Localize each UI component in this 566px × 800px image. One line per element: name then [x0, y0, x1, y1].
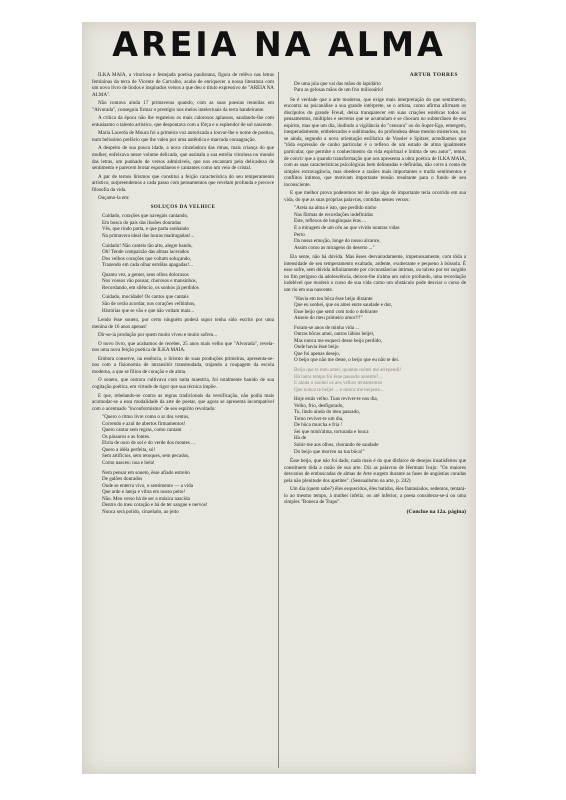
verse-line: Onde se enterra vivo, o sentimento — a vida — [102, 482, 193, 489]
verse-line: Dentro do meu coração e há de ter sangue e nervos! — [102, 502, 208, 509]
verse-line: É a miragem de um céu ao que vivido noutras vidas — [294, 225, 400, 232]
verse-line: De bôca murcha e fria ! — [294, 422, 343, 429]
verse-line: Nas fôrmas de recordações indefinidas — [294, 211, 373, 218]
verse-line: Para as gelosas mãos de um frio milionário! — [294, 87, 384, 94]
paragraph: A crítica da época não lhe regateiou os mais calorosos aplausos, saudando-lhe com entusiasmo o talento artístico, que despontava com a fôrça e o esplendor de sol nascente. — [92, 115, 274, 128]
verse-line: "Quero o ritmo livre como o ar dos ventos, — [102, 414, 190, 421]
verse-line: "Areia na alma é isto, que perdido ninho — [294, 205, 377, 212]
article-title: AREIA NA ALMA — [112, 25, 446, 65]
paragraph: Um dia (quem sabe?) êles esquecidos, êles batidos, êles fantasiados, sedentos, tentará-lo ao mesmo tempo, à mulher infeliz, ou até inferior, a poeta considerar-se-á ou uma simples "Boneca de Trapo". — [284, 486, 466, 506]
verse-line: De uma jóia que vai das mãos do lapidário — [294, 80, 381, 87]
right-paragraphs-2 — [284, 254, 466, 293]
verse-line: Foram-se anos de minha vida ... — [294, 324, 360, 331]
verse-line: Quanto vez, a gemer, seus olhos dolorosos — [102, 271, 189, 278]
stanza — [102, 294, 274, 314]
stanza — [102, 243, 274, 269]
paragraph: Maria Lacerda de Moura foi a primeira voz autorizada a louvar-lhe o nome de poetisa, num belíssimo prefácio que lhe valeu por uma autêntica e marcada consagração. — [92, 130, 274, 143]
verse-line: Histórias que se vão e que não voltam mais... — [102, 307, 195, 314]
paragraph: Não contava ainda 17 primaveras quando, com as suas poesias reunidas em "Alvorada", conseguiu firmar o prestígio nos meios intelectuais da terra bandeirante. — [92, 100, 274, 113]
verse-line: Outras bôcas amei, outros lábios beijei, — [294, 331, 375, 338]
verse-line: Perto — [294, 231, 305, 238]
stanza — [102, 470, 274, 516]
paragraph: Embora conserve, na essência, o lirismo de suas produções primeiras, apresenta-se-nos com a fisionomia de intransitór transmudada, trajando a roupagem da escola moderna, a que se filiou de coração e de alma. — [92, 355, 274, 375]
verse-line: Ébria de ouro de sol e do verde dos montes ... — [102, 440, 195, 447]
verse-line: Que nunca te beijei ... e nunca me beijaste... — [294, 386, 384, 393]
verse-line: Cuidado, corações que navegais cantando, — [102, 213, 189, 220]
verse-line: Onde havia êsse beijo — [294, 344, 339, 351]
verse-line: Que eu sonhei, que eu amei entre saudade e dor, — [294, 302, 393, 309]
verse-line: Quero a idéia perfeita, só! — [102, 446, 156, 453]
verse-line: Êste, reflexos de longínquas êras ... — [294, 218, 366, 225]
verse-line: Subir-me aos olhos, chorando de saudade — [294, 441, 379, 448]
poem-beijo-distante — [294, 296, 466, 322]
right-paragraphs — [284, 97, 466, 204]
verse-line: Oh! Tende compaixão das almas lacerados — [102, 249, 189, 256]
stanza — [102, 272, 274, 292]
poem-title: SOLUÇOS DA VELHICE — [150, 203, 216, 210]
verse-line: Beijo que te meu amei, quantas noites me arrependi! — [294, 366, 402, 373]
poem-anos-de-vida — [294, 325, 466, 364]
verse-line: Nem pensar em soneto, êsse afiado estreito — [102, 469, 190, 476]
paragraph: Dir-se-ia produção por quem muito viveu e muito sofreu... — [98, 332, 218, 339]
verse-line: Recordando, em silêncio, os sonhos já perdidos — [102, 284, 199, 291]
verse-line: Hoje estás velho. Tuas reviver-te nos dia, — [294, 396, 378, 403]
verse-line: Nunca será polido, cinzelado, ao jeito — [102, 508, 179, 515]
verse-line: Nos vossos vão pousar, chorosos e mansinhos, — [102, 278, 197, 285]
paragraph: E que melhor prova poderemos ter de que algo de importante teria ocorrido em sua vida, do que as suas próprias palavras, contidas nestes versos: — [284, 190, 466, 203]
column-divider — [278, 72, 279, 768]
verse-line: Há tanto tempo foi êsse passado ausente?... — [294, 373, 383, 380]
verse-line: Que foi apenas desejo, — [294, 350, 341, 357]
verse-continuation — [294, 81, 466, 94]
paragraph: ILKA MAIA, a vitoriosa e festejada poetisa paulistana, figura de relêvo nas letras femininas da terra de Vicente de Carvalho, acaba de enriquecer a nossa literatura com um novo livro de lindos e inspirados versos a que deu o título expressivo de "AREIA NA ALMA". — [92, 72, 274, 98]
verse-line: Não. Meu verso há de ser a música nascida — [102, 495, 190, 502]
continuation-note: (Conclue na 12a. página) — [406, 508, 466, 515]
newspaper-page — [82, 22, 476, 774]
verse-line: Sei que minh'alma, torturada e louca — [294, 428, 369, 435]
paragraph: O soneto, que outrora cultivava com tanta maestria, foi totalmente banido de sua cogitação poética, em virtude de rigor que sua técnica impõe. — [92, 377, 274, 390]
paragraph: A despeito de sua pouca idade, a nova cinzeladora das rimas, mais criança do que mulher, enfeixava nesse volume delicado, que assinala a sua estréia vitoriosa no mundo das letras, um punhado de versos admiráveis, que nos encantam pela delicadeza de sentimento e parecem brotar espontâneos e cantantes como um veio de cristal. — [92, 145, 274, 172]
verse-line: São de cerão acordar, nos corações velhinhos, — [102, 300, 196, 307]
verse-line: Do beijo que morreu na tua bôca!" — [294, 448, 365, 455]
verse-line: Dos velhos corações que voltam soluçando, — [102, 255, 192, 262]
verse-line: Esse beijo que senti com todo o delirante — [294, 308, 378, 315]
verse-line: Há de — [294, 435, 307, 442]
verse-line: De galões dourados — [102, 476, 143, 483]
verse-line: O beijo que não me deste, o beijo que eu não te dei. — [294, 357, 400, 364]
right-column — [284, 72, 466, 772]
verse-line: Quero cantar sem regras, como cantam — [102, 427, 182, 434]
left-body-paragraphs — [92, 317, 274, 412]
verse-line: Na primavera ideal das louras madrugadas!... — [102, 233, 195, 240]
poem-solucos-da-velhice — [92, 213, 274, 314]
paragraph: Se é verdade que a arte moderna, que exige mais interpretação do que sentimento, encontra na psicanálise a sua grande intérprete, se o artista, como afirma afirmam os discípulos do grande Freud, deixa transparecer em suas criações estéticas todos os pensamentos, múltiplos e secretos que se acumulam e se chocam no subterrâneo de seu espírito, mas que um dia, iludindo a vigilância do "censura" ou do Super-Ego, emergem, inesperadamente, embelezados e sublimados, do profundeza dêsse mesmo misterioso, no se ainda, segundo a nova orientação estilística de Vossler e Spitzer, acreditamos que "tôda expressão de cunho particular é o reflexo de um estado de alma igualmente particular, que permite o conhecimento da vida espiritual e íntima de seu autor", temos de convir que a quando transformação que nos apresenta a obra poética de ILKA MAIA, com as suas características psicológicas bem delineadas e definidas, não corre à conta de simples extravagância, mas obedece a razões mais importantes e tradiz sentimentos e conflitos íntimos, que motivam importante tensão resultante para o fundo de seu inconsciente. — [284, 96, 466, 188]
verse-line: Trazendo em cada olhar estrêlas apagadas!... — [102, 262, 193, 269]
poem-hoje-estas-velho — [294, 396, 466, 455]
paragraph: Ela sente, não há dúvida. Mas êsses desvairadamente, impetuosamente, com tôda a intensidade de seu temperamento exaltado, ardente, exuberante e pequeno à bússola. É esse sofre, sem dúvida infinitamente por circunstâncias íntimas, ou talvez por ter surgido no fim perigoso da adolescência, deixou-lhe n'alma um sulco profundo, uma recordação indelével que moderá o curso de sua vida como um obstáculo pode desviar o curso de um rio em sua nascente. — [284, 254, 466, 293]
verse-line: Da nossa emoção, longe do nosso alcance, — [294, 238, 381, 245]
stanza — [102, 213, 274, 239]
paragraph: Ouçamo-la em: — [98, 195, 130, 202]
poem-areia-na-alma — [294, 205, 466, 251]
verse-line: Tu, lindo ainda do meu passado, — [294, 409, 360, 416]
paragraph: E que, rebelando-se contra as regras tradicionais da versificação, não podia mais acomodar-se a essa modalidade da arte de poetar, que agora se apresenta incompatível com o acentuado "inconformismo" de seu espírito revoltado: — [92, 392, 274, 412]
right-paragraphs-3 — [284, 458, 466, 506]
stanza — [102, 414, 274, 466]
verse-line: Velho, frio, desfigurado, — [294, 402, 344, 409]
verse-line: Que arde e lateja e vibra em nosso peito! — [102, 489, 186, 496]
left-intro-paragraphs — [92, 72, 274, 202]
paragraph: Lendo êsse soneto, por certo ninguém poderá supor tenha sido escrito por uma menina de 16 anos apenas! — [92, 317, 274, 330]
verse-line: Mas nunca me esqueci desse beijo perdido, — [294, 337, 383, 344]
verse-line: Anseio do meu primeiro amor!!!" — [294, 315, 363, 322]
verse-line: Os pássaros e as fontes. — [102, 433, 151, 440]
verse-line: E ainda o sonhei os aos velhos tentamentos — [294, 380, 383, 387]
poem-ritmo-livre — [92, 414, 274, 515]
verse-line: Vês, que rindo parta, e que parta sonhando — [102, 226, 189, 233]
verse-line: Como nasceu: nua e bela! — [102, 459, 155, 466]
verse-line: Em busca do país das ilusões douradas — [102, 219, 181, 226]
verse-line: Cuidado! Não canteis tão alto, alegre bando, — [102, 242, 193, 249]
paragraph: A par de ternos lirismos que constitui a feição característica do seu temperamento artístico, surpreendemos a cada passo com pensamentos que revelam profunda e precoce filosofia da vida. — [92, 173, 274, 193]
author-byline: ARTUR TORRES — [409, 72, 458, 78]
verse-line: Sem artifícios, sem retoques, sem pecados, — [102, 453, 190, 460]
verse-line: Cuidado, mocidade! Os cantos que cantais — [102, 294, 189, 301]
left-column — [92, 72, 274, 772]
verse-line: Tomo reviver-te um dia, — [294, 415, 344, 422]
verse-line: Assim como as miragens do deserto ..." — [294, 244, 375, 251]
verse-line: Correndo e azul de abertos firmamentos! — [102, 420, 186, 427]
verse-line: "Havia em teu bôca êsse beijo distante — [294, 295, 373, 302]
paragraph: O novo livro, que acabamos de receber, 25 anos mais velho que "Alvorada", revela-nos uma nova feição poética de ILKA MAIA. — [92, 340, 274, 354]
paragraph: Êsse beijo, que não foi dado, nada mais é do que disfarce de desejos insatisfeitos que constituem tôda a razão de sua arte. Diz as palavras de Hermani Ivaju: "Os maiores desvarios de emboscadas de almas de Arte surgem durante as fases de angústias curadas pela não plenitude dos apetites". (Sensualismo na arte, p. 242) — [284, 458, 466, 484]
poem-faded-stanza — [294, 367, 466, 393]
